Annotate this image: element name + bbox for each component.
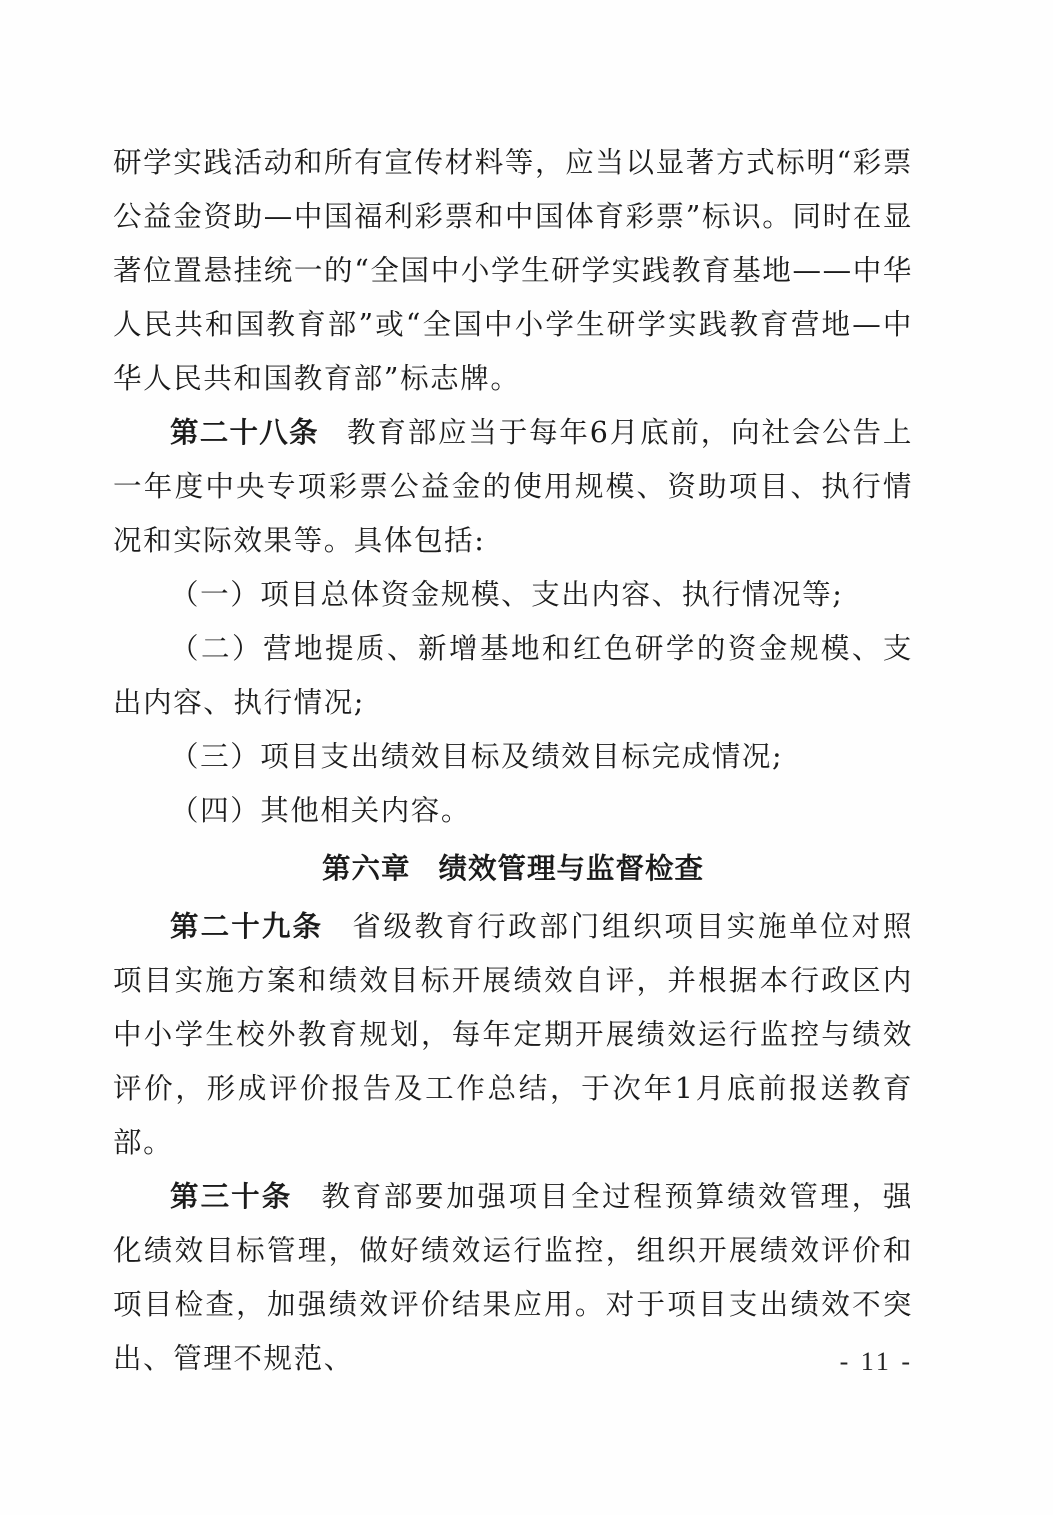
article-30-text: 教育部要加强项目全过程预算绩效管理，强化绩效目标管理，做好绩效运行监控，组织开展绩效评价和项目检查，加强绩效评价结果应用。对于项目支出绩效不突出、管理不规范、 bbox=[113, 1180, 913, 1375]
article-28 bbox=[113, 406, 913, 568]
article-29-text: 省级教育行政部门组织项目实施单位对照项目实施方案和绩效目标开展绩效自评，并根据本行政区内中小学生校外教育规划，每年定期开展绩效运行监控与绩效评价，形成评价报告及工作总结，于次年1月底前报送教育部。 bbox=[113, 910, 913, 1159]
continued-paragraph-text: 研学实践活动和所有宣传材料等，应当以显著方式标明“彩票公益金资助—中国福利彩票和中国体育彩票”标识。同时在显著位置悬挂统一的“全国中小学生研学实践教育基地——中华人民共和国教育部”或“全国中小学生研学实践教育营地—中华人民共和国教育部”标志牌。 bbox=[113, 146, 913, 395]
list-item-4: （四）其他相关内容。 bbox=[170, 794, 472, 827]
article-28-text: 教育部应当于每年6月底前，向社会公告上一年度中央专项彩票公益金的使用规模、资助项目、执行情况和实际效果等。具体包括: bbox=[113, 416, 913, 557]
list-item-2: （二）营地提质、新增基地和红色研学的资金规模、支出内容、执行情况; bbox=[113, 632, 913, 719]
continued-paragraph bbox=[113, 136, 913, 406]
article-28-label: 第二十八条 bbox=[170, 416, 319, 449]
page-number: - 11 - bbox=[839, 1347, 913, 1376]
article-29-label: 第二十九条 bbox=[170, 910, 324, 943]
chapter-number: 第六章 bbox=[321, 852, 411, 885]
article-30 bbox=[113, 1170, 913, 1386]
chapter-title: 绩效管理与监督检查 bbox=[438, 852, 705, 885]
chapter-heading bbox=[113, 842, 913, 896]
list-item-1: （一）项目总体资金规模、支出内容、执行情况等; bbox=[170, 578, 844, 611]
article-29 bbox=[113, 900, 913, 1170]
document-body bbox=[113, 136, 913, 1386]
list-item-3: （三）项目支出绩效目标及绩效目标完成情况; bbox=[170, 740, 784, 773]
article-30-label: 第三十条 bbox=[170, 1180, 293, 1213]
